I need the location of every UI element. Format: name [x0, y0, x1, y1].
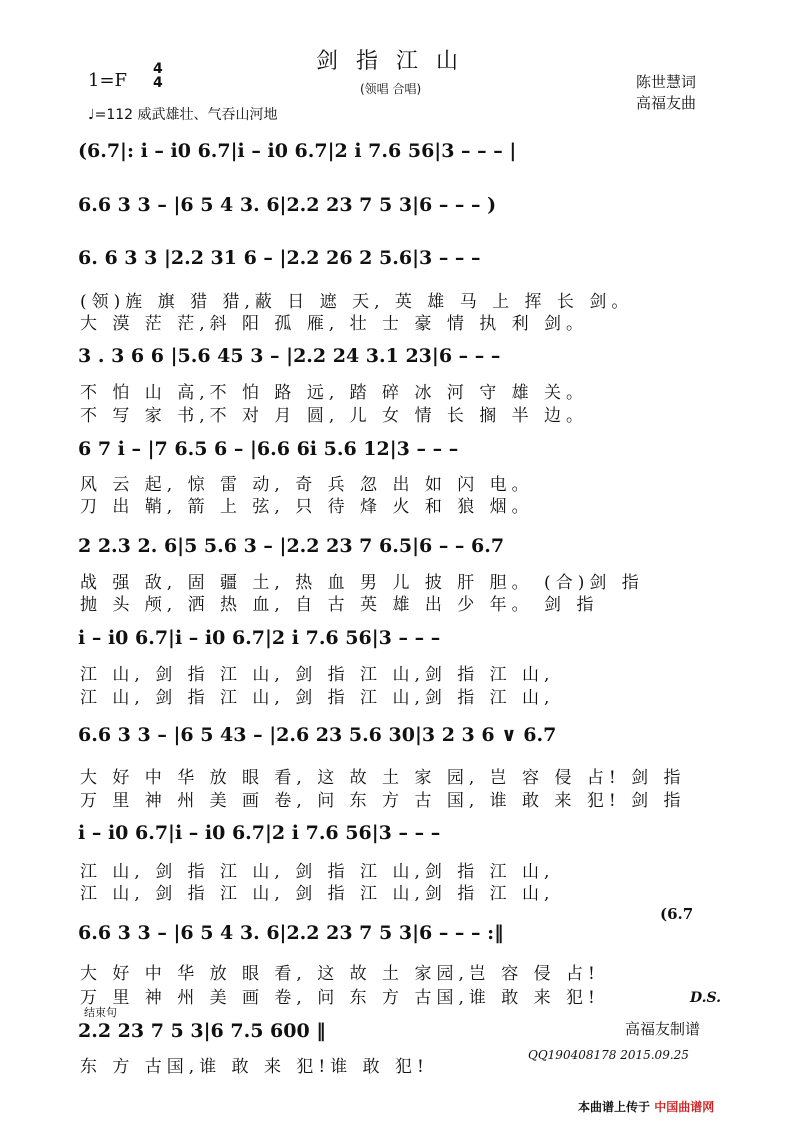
lyric-line: 东 方 古国,谁 敢 来 犯!谁 敢 犯!	[80, 1057, 429, 1077]
upload-footer	[578, 1098, 714, 1115]
arranger: 高福友制谱	[625, 1020, 701, 1038]
lyric-line: 刀 出 鞘, 箭 上 弦, 只 待 烽 火 和 狼 烟。	[80, 497, 534, 517]
repeat-note: (6.7	[660, 905, 694, 923]
score-row: i – i0 6.7|i – i0 6.7|2 i 7.6 56|3 – – –	[78, 627, 441, 649]
song-subtitle: (领唱 合唱)	[360, 82, 422, 96]
score-row: (6.7|: i – i0 6.7|i – i0 6.7|2 i 7.6 56|3 – – – |	[78, 140, 517, 162]
credits	[636, 72, 696, 114]
dal-segno: D.S.	[690, 990, 722, 1006]
lyric-line: 江 山, 剑 指 江 山, 剑 指 江 山,剑 指 江 山,	[80, 862, 555, 882]
upload-prefix: 本曲谱上传于	[578, 1100, 651, 1114]
lyric-line: 万 里 神 州 美 画 卷, 问 东 方 古国,谁 敢 来 犯!	[80, 988, 600, 1008]
score-row: i – i0 6.7|i – i0 6.7|2 i 7.6 56|3 – – –	[78, 822, 441, 844]
ending-label: 结束句	[84, 1006, 117, 1019]
score-row: 6.6 3 3 – |6 5 43 – |2.6 23 5.6 30|3 2 3 6 ∨ 6.7	[78, 724, 557, 746]
lyric-line: (领)旌 旗 猎 猎,蔽 日 遮 天, 英 雄 马 上 挥 长 剑。	[80, 292, 634, 312]
lyric-line: 大 漠 茫 茫,斜 阳 孤 雁, 壮 士 豪 情 执 利 剑。	[80, 314, 589, 334]
lyric-line: 风 云 起, 惊 雷 动, 奇 兵 忽 出 如 闪 电。	[80, 475, 534, 495]
lyric-line: 江 山, 剑 指 江 山, 剑 指 江 山,剑 指 江 山,	[80, 884, 555, 904]
site-logo: 中国曲谱网	[654, 1100, 715, 1114]
lyricist: 陈世慧词	[636, 73, 697, 91]
contact-date: QQ190408178 2015.09.25	[528, 1048, 689, 1062]
song-title: 剑指江山	[315, 49, 476, 74]
lyric-line: 万 里 神 州 美 画 卷, 问 东 方 古 国, 谁 敢 来 犯! 剑 指	[80, 791, 686, 811]
tempo-marking: ♩=112 威武雄壮、气吞山河地	[88, 107, 278, 123]
meter-bottom: 4	[153, 75, 163, 91]
meter-top: 4	[153, 61, 163, 77]
lyric-line: 战 强 敌, 固 疆 土, 热 血 男 儿 披 肝 胆。 (合)剑 指	[80, 573, 644, 593]
time-signature	[153, 62, 163, 90]
score-row: 6.6 3 3 – |6 5 4 3. 6|2.2 23 7 5 3|6 – – – )	[78, 194, 497, 216]
composer: 高福友曲	[636, 94, 697, 112]
score-row: 2.2 23 7 5 3|6 7.5 600 ‖	[78, 1020, 326, 1042]
lyric-line: 不 写 家 书,不 对 月 圆, 儿 女 情 长 搁 半 边。	[80, 406, 589, 426]
lyric-line: 江 山, 剑 指 江 山, 剑 指 江 山,剑 指 江 山,	[80, 665, 555, 685]
score-row: 6 7 i – |7 6.5 6 – |6.6 6i 5.6 12|3 – – –	[78, 438, 459, 460]
lyric-line: 大 好 中 华 放 眼 看, 这 故 土 家 园, 岂 容 侵 占! 剑 指	[80, 768, 686, 788]
score-row: 6. 6 3 3 |2.2 31 6 – |2.2 26 2 5.6|3 – – –	[78, 247, 481, 269]
lyric-line: 不 怕 山 高,不 怕 路 远, 踏 碎 冰 河 守 雄 关。	[80, 383, 589, 403]
lyric-line: 江 山, 剑 指 江 山, 剑 指 江 山,剑 指 江 山,	[80, 688, 555, 708]
score-row: 3 . 3 6 6 |5.6 45 3 – |2.2 24 3.1 23|6 – – –	[78, 345, 501, 367]
lyric-line: 大 好 中 华 放 眼 看, 这 故 土 家园,岂 容 侵 占!	[80, 964, 600, 984]
lyric-line: 抛 头 颅, 洒 热 血, 自 古 英 雄 出 少 年。 剑 指	[80, 595, 599, 615]
score-row: 6.6 3 3 – |6 5 4 3. 6|2.2 23 7 5 3|6 – – – :‖	[78, 922, 504, 944]
score-row: 2 2.3 2. 6|5 5.6 3 – |2.2 23 7 6.5|6 – – 6.7	[78, 535, 505, 557]
key-signature: 1=F	[88, 70, 128, 91]
